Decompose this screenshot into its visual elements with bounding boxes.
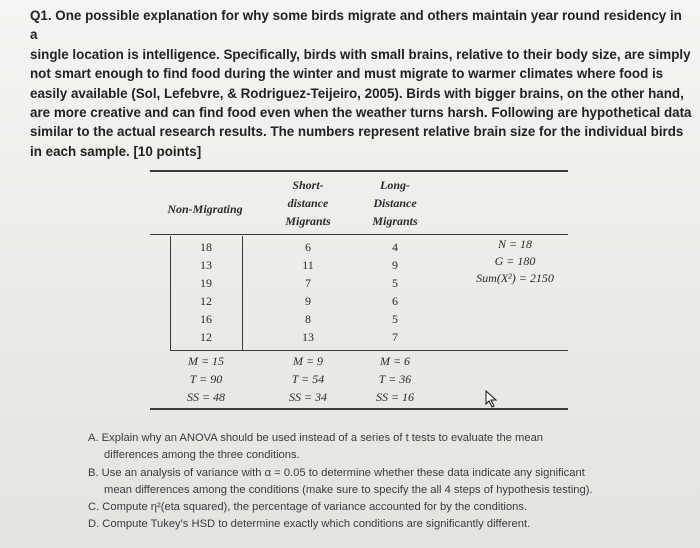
stat-ss: SS = 48 <box>186 390 226 404</box>
table-cell: 7 <box>305 276 311 290</box>
question-line: in each sample. [10 points] <box>30 143 202 159</box>
stat-mean: M = 15 <box>187 354 225 368</box>
header-long-line: Distance <box>373 196 417 210</box>
question-line: easily available (Sol, Lefebvre, & Rodriguez-Teijeiro, 2005). Birds with bigger brains, on the other hand, <box>30 85 684 101</box>
stat-ss: SS = 34 <box>288 390 328 404</box>
stat-ss: SS = 16 <box>375 390 415 404</box>
table-cell: 6 <box>305 240 311 254</box>
table-top-rule <box>150 170 568 172</box>
table-cell: 9 <box>305 294 311 308</box>
table-cell: 8 <box>305 312 311 326</box>
table-cell: 5 <box>392 276 398 290</box>
header-long-distance <box>355 176 435 230</box>
part-b: B. Use an analysis of variance with α = 0.05 to determine whether these data indicate any significant <box>88 466 585 479</box>
table-cell: 18 <box>200 240 212 254</box>
header-short-line: distance <box>287 196 329 210</box>
non-migrating-stats <box>170 352 242 406</box>
mouse-pointer-icon <box>484 390 498 408</box>
table-cell: 19 <box>200 276 212 290</box>
table-cell: 9 <box>392 258 398 272</box>
sub-questions <box>88 430 698 534</box>
part-c: C. Compute η²(eta squared), the percentage of variance accounted for by the conditions. <box>88 501 528 514</box>
question-text <box>30 6 692 161</box>
long-distance-column <box>355 238 435 346</box>
short-distance-column <box>268 238 348 346</box>
table-cell: 11 <box>302 258 314 272</box>
summary-values <box>450 236 580 287</box>
question-line: single location is intelligence. Specifically, birds with small brains, relative to their body size, are simply <box>30 46 691 62</box>
short-distance-stats <box>268 352 348 406</box>
long-distance-stats <box>355 352 435 406</box>
header-short-distance <box>268 176 348 230</box>
header-short-line: Short- <box>292 178 324 192</box>
part-d: D. Compute Tukey's HSD to determine exactly which conditions are significantly different. <box>88 518 531 531</box>
table-cell: 12 <box>200 330 212 344</box>
stat-total: T = 90 <box>189 372 223 386</box>
header-non-migrating: Non-Migrating <box>167 202 243 216</box>
stat-mean: M = 6 <box>379 354 411 368</box>
non-migrating-column <box>170 238 242 346</box>
stat-total: T = 54 <box>291 372 325 386</box>
header-rule <box>150 234 568 235</box>
stat-total: T = 36 <box>378 372 412 386</box>
summary-g: G = 180 <box>494 254 536 268</box>
stats-rule <box>243 350 568 351</box>
group-box-bottom <box>170 350 243 351</box>
header-long-line: Migrants <box>372 214 418 228</box>
table-cell: 16 <box>200 312 212 326</box>
summary-n: N = 18 <box>497 237 533 251</box>
part-b-continued: mean differences among the conditions (make sure to specify the all 4 steps of hypothesis testing). <box>104 483 593 496</box>
part-a: A. Explain why an ANOVA should be used instead of a series of t tests to evaluate the mean <box>88 432 544 444</box>
header-short-line: Migrants <box>285 214 331 228</box>
table-cell: 5 <box>392 312 398 326</box>
table-cell: 12 <box>200 294 212 308</box>
question-line: similar to the actual research results. The numbers represent relative brain size for the individual birds <box>30 124 684 140</box>
header-long-line: Long- <box>380 178 410 192</box>
table-cell: 4 <box>392 240 398 254</box>
group-box-left <box>170 236 171 350</box>
part-a-continued: differences among the three conditions. <box>104 449 300 462</box>
table-cell: 6 <box>392 294 398 308</box>
table-cell: 13 <box>200 258 212 272</box>
table-cell: 7 <box>392 330 398 344</box>
stat-mean: M = 9 <box>292 354 324 368</box>
table-bottom-rule <box>150 408 568 410</box>
question-line: not smart enough to find food during the winter and must migrate to warmer climates where food is <box>30 66 664 82</box>
question-line: Q1. One possible explanation for why some birds migrate and others maintain year round residency in a <box>30 8 682 43</box>
table-cell: 13 <box>302 330 314 344</box>
summary-sum-x2: Sum(X²) = 2150 <box>476 271 554 285</box>
group-box-right <box>242 236 243 350</box>
data-table <box>150 170 568 410</box>
question-line: are more creative and can find food even when the weather turns harsh. Following are hypothetical data <box>30 105 692 121</box>
